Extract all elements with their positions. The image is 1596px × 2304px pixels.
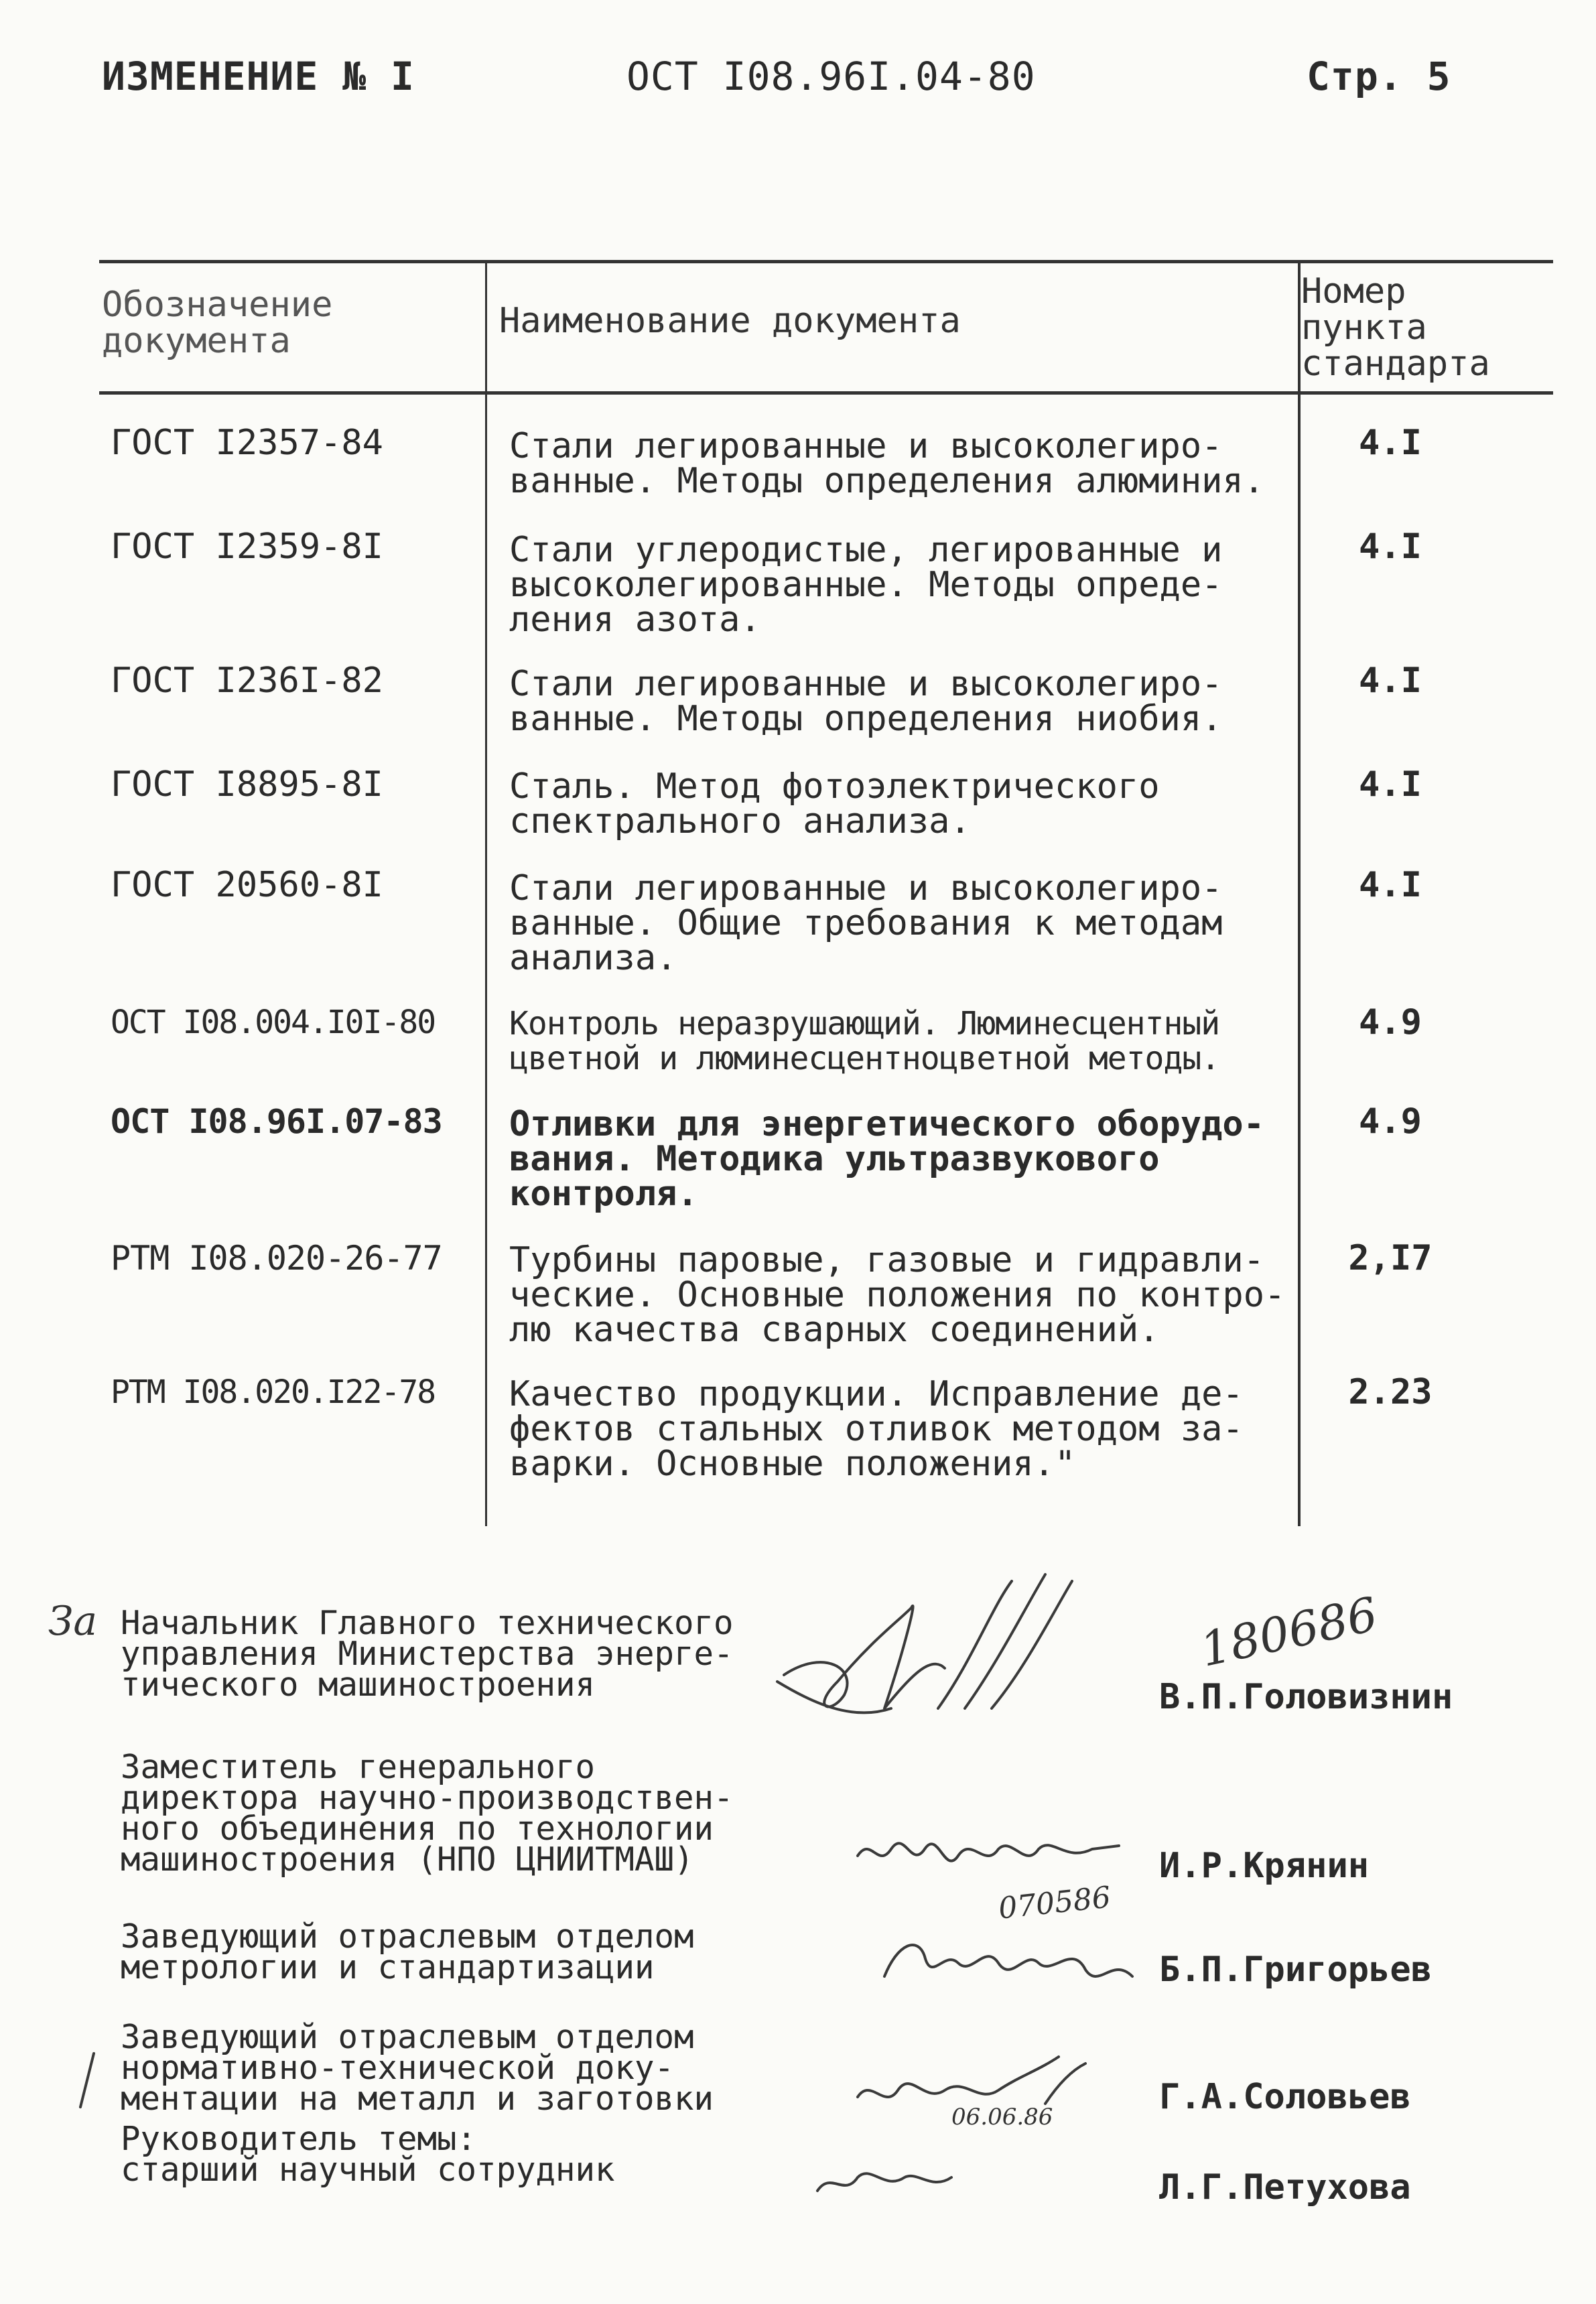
standard-code: ОСТ I08.96I.04-80 (626, 54, 1036, 99)
signatory-name: И.Р.Крянин (1159, 1846, 1370, 1886)
handwritten-date: 180686 (1195, 1586, 1382, 1678)
page-number: Стр. 5 (1307, 54, 1451, 99)
row-code: РТМ I08.020.I22-78 (111, 1373, 436, 1411)
row-code: ГОСТ I8895-8I (111, 764, 383, 805)
row-code: ГОСТ I236I-82 (111, 661, 383, 701)
row-name: Контроль неразрушающий. Люминесцентный цветной и люминесцентноцветной методы. (509, 1005, 1220, 1077)
signature-soloviev (844, 2043, 1126, 2124)
signatory-name: Б.П.Григорьев (1159, 1950, 1432, 1990)
row-code: ОСТ I08.96I.07-83 (111, 1102, 442, 1141)
row-name: Отливки для энергетического оборудо- вания. Методика ультразвукового контроля. (509, 1104, 1265, 1214)
handwritten-mark: За (48, 1598, 98, 1645)
row-code: ГОСТ I2357-84 (111, 423, 383, 463)
signatory-title: Заведующий отраслевым отделом нормативно-технической доку- ментации на металл и заготовки (121, 2018, 714, 2118)
row-point: 4.I (1359, 423, 1422, 463)
signatory-title: Начальник Главного технического управления Министерства энерге- тического машиностроения (121, 1604, 734, 1704)
row-point: 2,I7 (1348, 1238, 1433, 1278)
signatory-name: Л.Г.Петухова (1159, 2167, 1411, 2208)
signatory-title: Заместитель генерального директора научно-производствен- ного объединения по технологии машиностроения (НПО ЦНИИТМАШ) (121, 1748, 734, 1879)
signature-grigoriev (871, 1916, 1152, 2003)
column-header-name: Наименование документа (499, 301, 961, 341)
table-top-rule (99, 260, 1553, 263)
signature-kryanin (851, 1809, 1146, 1889)
signature-goloviznin (771, 1568, 1199, 1742)
row-point: 4.I (1359, 764, 1422, 805)
signature-petukhova (804, 2144, 978, 2211)
row-code: РТМ I08.020-26-77 (111, 1239, 442, 1278)
column-header-point: Номер пункта стандарта (1301, 271, 1490, 384)
signatory-title: Руководитель темы: старший научный сотрудник (121, 2120, 615, 2189)
row-code: ГОСТ 20560-8I (111, 865, 383, 905)
row-name: Стали легированные и высоколегиро- ванные. Общие требования к методам анализа. (509, 868, 1223, 978)
row-point: 4.9 (1359, 1002, 1422, 1042)
row-name: Турбины паровые, газовые и гидравли- ческие. Основные положения по контро- лю качества сварных соединений. (509, 1240, 1286, 1350)
row-name: Качество продукции. Исправление де- фектов стальных отливок методом за- варки. Основные положения." (509, 1374, 1244, 1484)
row-point: 4.I (1359, 661, 1422, 701)
row-code: ГОСТ I2359-8I (111, 527, 383, 567)
margin-tick (74, 2047, 101, 2114)
handwritten-date: 06.06.86 (951, 2104, 1053, 2130)
row-point: 4.9 (1359, 1101, 1422, 1142)
row-code: ОСТ I08.004.I0I-80 (111, 1004, 436, 1041)
row-point: 2.23 (1348, 1372, 1433, 1412)
row-name: Сталь. Метод фотоэлектрического спектрального анализа. (509, 766, 1160, 841)
row-name: Стали легированные и высоколегиро- ванные. Методы определения ниобия. (509, 664, 1223, 739)
signatory-name: В.П.Головизнин (1159, 1677, 1453, 1717)
row-name: Стали легированные и высоколегиро- ванные. Методы определения алюминия. (509, 426, 1265, 501)
signatory-name: Г.А.Соловьев (1159, 2077, 1411, 2117)
handwritten-date: 070586 (996, 1880, 1113, 1926)
change-number: ИЗМЕНЕНИЕ № I (102, 54, 415, 99)
table-header-rule (99, 391, 1553, 395)
column-header-code: Обозначение документа (102, 285, 333, 361)
row-point: 4.I (1359, 865, 1422, 905)
row-name: Стали углеродистые, легированные и высоколегированные. Методы опреде- ления азота. (509, 530, 1223, 640)
row-point: 4.I (1359, 527, 1422, 567)
signatory-title: Заведующий отраслевым отделом метрологии и стандартизации (121, 1917, 694, 1986)
